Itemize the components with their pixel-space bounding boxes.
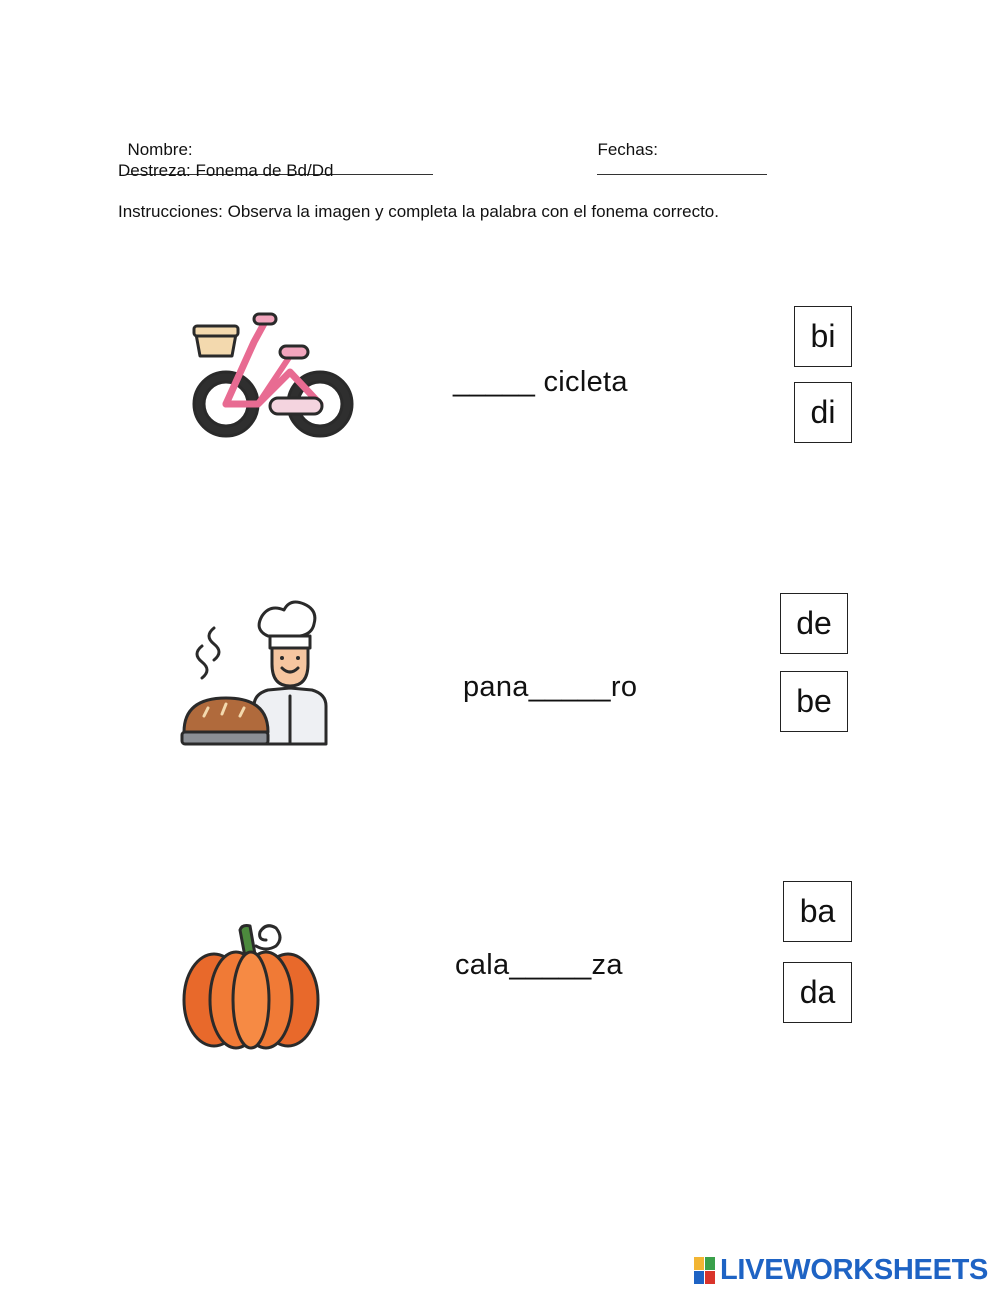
pumpkin-icon bbox=[180, 916, 322, 1054]
fechas-label: Fechas: bbox=[597, 140, 658, 159]
option-be[interactable]: be bbox=[780, 671, 848, 732]
word-blank-2[interactable]: pana_____ro bbox=[463, 671, 638, 703]
liveworksheets-logo-icon bbox=[694, 1257, 716, 1285]
word-blank-3[interactable]: cala_____za bbox=[455, 949, 623, 981]
fechas-line bbox=[588, 120, 767, 180]
bicycle-icon bbox=[188, 312, 360, 444]
option-de[interactable]: de bbox=[780, 593, 848, 654]
option-ba[interactable]: ba bbox=[783, 881, 852, 942]
nombre-label: Nombre: bbox=[127, 140, 193, 159]
word-blank-1[interactable]: _____ cicleta bbox=[453, 366, 628, 398]
option-di[interactable]: di bbox=[794, 382, 852, 443]
option-bi[interactable]: bi bbox=[794, 306, 852, 367]
liveworksheets-logo bbox=[694, 1254, 988, 1287]
baker-icon bbox=[178, 598, 328, 748]
destreza-text: Destreza: Fonema de Bd/Dd bbox=[118, 161, 334, 180]
brand-name: LIVEWORKSHEETS bbox=[720, 1254, 989, 1286]
option-da[interactable]: da bbox=[783, 962, 852, 1023]
instructions-text: Instrucciones: Observa la imagen y completa la palabra con el fonema correcto. bbox=[118, 202, 719, 221]
fechas-blank[interactable] bbox=[597, 160, 767, 175]
